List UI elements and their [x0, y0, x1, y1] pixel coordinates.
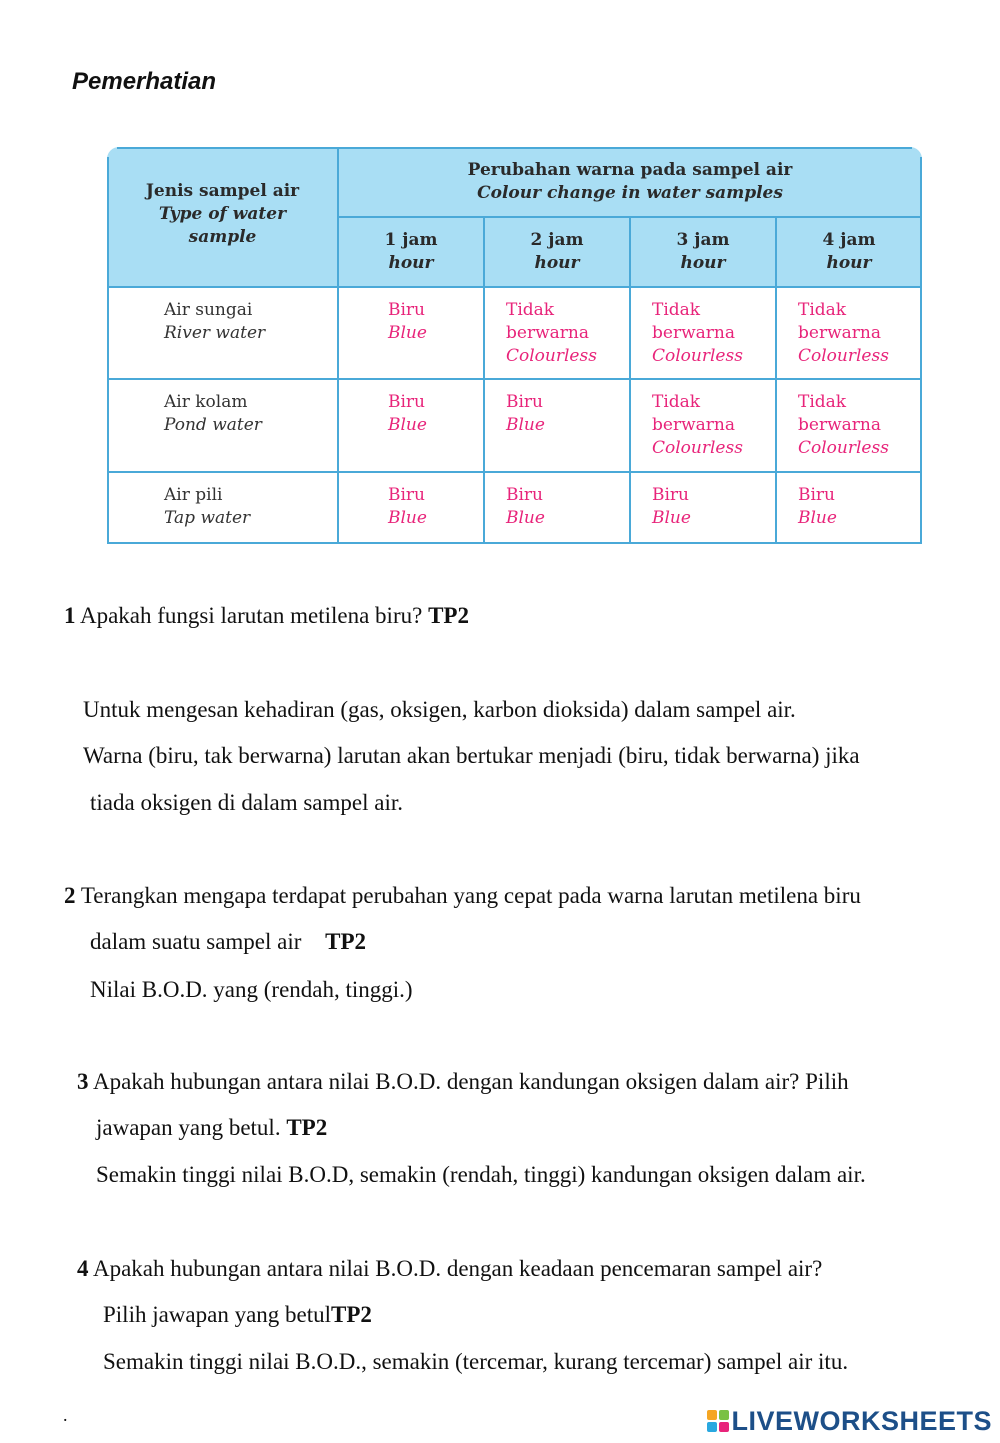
question-4-line-2 [103, 1301, 372, 1329]
question-number: 3 [77, 1069, 89, 1094]
tp-tag: TP2 [331, 1302, 372, 1327]
tp-tag: TP2 [428, 603, 469, 628]
row-3-label-en: Tap water [164, 508, 251, 528]
question-text: Terangkan mengapa terdapat perubahan yang cepat pada warna larutan metilena biru [80, 883, 861, 908]
cell-line: Blue [506, 415, 545, 435]
cell-line: Blue [506, 508, 545, 528]
header-change-en: Colour change in water samples [477, 183, 783, 203]
cell-line: Tidak [506, 300, 555, 320]
cell-line: berwarna [798, 415, 881, 435]
row-3-cell-4 [776, 472, 922, 544]
question-number: 4 [77, 1256, 89, 1281]
liveworksheets-watermark[interactable] [707, 1406, 992, 1437]
table-vline [775, 217, 777, 544]
row-2-label [107, 379, 338, 472]
hour-1-ms: 1 jam [384, 230, 438, 250]
question-number: 2 [64, 883, 76, 908]
header-type-cell [107, 147, 338, 287]
cell-line: Colourless [798, 346, 889, 366]
table-hline [107, 471, 922, 473]
header-change-cell [338, 147, 922, 217]
table-hline [107, 286, 922, 288]
row-1-cell-4 [776, 287, 922, 379]
row-1-cell-2 [484, 287, 630, 379]
header-type-en-2: sample [188, 227, 257, 247]
header-type-ms: Jenis sampel air [145, 181, 300, 201]
cell-line: Tidak [798, 392, 847, 412]
cell-line: berwarna [798, 323, 881, 343]
cell-line: Blue [652, 508, 691, 528]
row-1-cell-3 [630, 287, 776, 379]
question-2-line-2 [90, 928, 366, 956]
cell-line: Blue [798, 508, 837, 528]
question-number: 1 [64, 603, 76, 628]
hour-2-en: hour [534, 253, 580, 273]
answer-line: Untuk mengesan kehadiran (gas, oksigen, karbon dioksida) dalam sampel air. [83, 697, 796, 722]
cell-line: Biru [388, 300, 426, 320]
observation-table [107, 147, 922, 544]
answer-line: Warna (biru, tak berwarna) larutan akan bertukar menjadi (biru, tidak berwarna) jika [83, 743, 860, 768]
row-3-label [107, 472, 338, 544]
row-3-label-ms: Air pili [164, 485, 223, 505]
header-hour-2 [484, 217, 630, 287]
cell-line: Colourless [652, 346, 743, 366]
answer-line: Semakin tinggi nilai B.O.D., semakin (tercemar, kurang tercemar) sampel air itu. [103, 1349, 849, 1374]
question-text: Apakah hubungan antara nilai B.O.D. dengan keadaan pencemaran sampel air? [92, 1256, 823, 1281]
row-2-cell-4 [776, 379, 922, 472]
table-vline [337, 147, 339, 544]
row-1-label-ms: Air sungai [164, 300, 253, 320]
tp-tag: TP2 [325, 929, 367, 954]
row-2-label-en: Pond water [164, 415, 262, 435]
answer-line: tiada oksigen di dalam sampel air. [90, 790, 403, 815]
cell-line: Biru [388, 485, 426, 505]
hour-4-ms: 4 jam [822, 230, 876, 250]
answer-line: Nilai B.O.D. yang (rendah, tinggi.) [90, 977, 413, 1002]
row-2-cell-2 [484, 379, 630, 472]
cell-line: berwarna [506, 323, 589, 343]
cell-line: Tidak [652, 300, 701, 320]
table-hline [107, 378, 922, 380]
cell-line: berwarna [652, 323, 735, 343]
liveworksheets-logo-icon [707, 1410, 729, 1432]
hour-1-en: hour [388, 253, 434, 273]
hour-3-en: hour [680, 253, 726, 273]
cell-line: Biru [506, 392, 544, 412]
question-text: Apakah hubungan antara nilai B.O.D. dengan kandungan oksigen dalam air? Pilih [92, 1069, 849, 1094]
cell-line: Biru [652, 485, 690, 505]
cell-line: Blue [388, 323, 427, 343]
table-border-bottom [107, 542, 922, 544]
cell-line: berwarna [652, 415, 735, 435]
table-border-left [107, 157, 109, 544]
row-1-label-en: River water [164, 323, 266, 343]
cell-line: Biru [506, 485, 544, 505]
row-3-cell-1 [338, 472, 484, 544]
cell-line: Colourless [652, 438, 743, 458]
hour-3-ms: 3 jam [676, 230, 730, 250]
table-vline [483, 217, 485, 544]
question-2 [64, 882, 861, 910]
question-1 [64, 602, 469, 630]
table-hline [338, 216, 922, 218]
cell-line: Tidak [652, 392, 701, 412]
header-hour-1 [338, 217, 484, 287]
question-text: jawapan yang betul. [96, 1115, 281, 1140]
footer-dot: . [63, 1405, 68, 1425]
page-heading: Pemerhatian [72, 68, 217, 95]
row-2-cell-1 [338, 379, 484, 472]
cell-line: Blue [388, 415, 427, 435]
header-type-en-1: Type of water [158, 204, 287, 224]
question-text: Pilih jawapan yang betul [103, 1302, 332, 1327]
row-2-cell-3 [630, 379, 776, 472]
table-vline [629, 217, 631, 544]
answer-line: Semakin tinggi nilai B.O.D, semakin (rendah, tinggi) kandungan oksigen dalam air. [96, 1162, 866, 1187]
row-1-label [107, 287, 338, 379]
header-change-ms: Perubahan warna pada sampel air [467, 160, 793, 180]
tp-tag: TP2 [286, 1115, 328, 1140]
question-4 [77, 1255, 822, 1283]
hour-4-en: hour [826, 253, 872, 273]
cell-line: Biru [388, 392, 426, 412]
row-2-label-ms: Air kolam [164, 392, 248, 412]
cell-line: Colourless [506, 346, 597, 366]
watermark-text: LIVEWORKSHEETS [731, 1406, 992, 1436]
cell-line: Blue [388, 508, 427, 528]
question-text: dalam suatu sampel air [90, 929, 302, 954]
header-hour-3 [630, 217, 776, 287]
cell-line: Biru [798, 485, 836, 505]
hour-2-ms: 2 jam [530, 230, 584, 250]
row-3-cell-2 [484, 472, 630, 544]
table-border-top [117, 147, 912, 149]
cell-line: Tidak [798, 300, 847, 320]
question-3 [77, 1068, 849, 1096]
header-hour-4 [776, 217, 922, 287]
question-3-line-2 [96, 1114, 327, 1142]
question-text: Apakah fungsi larutan metilena biru? [79, 603, 423, 628]
cell-line: Colourless [798, 438, 889, 458]
row-1-cell-1 [338, 287, 484, 379]
row-3-cell-3 [630, 472, 776, 544]
